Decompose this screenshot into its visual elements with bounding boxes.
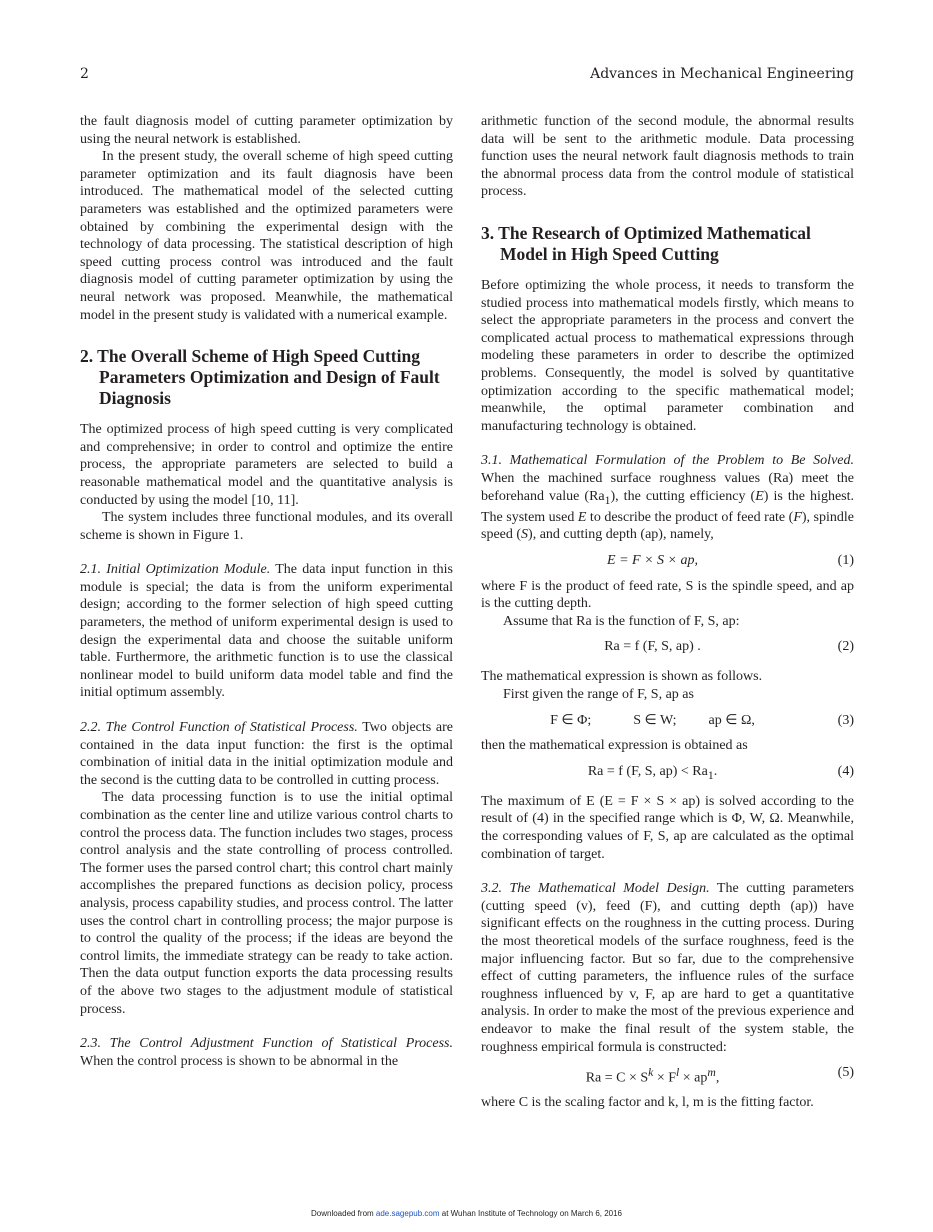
subsection-heading: 3.2. The Mathematical Model Design. xyxy=(481,881,710,897)
subsection-3-2 xyxy=(481,880,854,1056)
subsection-text: Two objects are contained in the data input function: the first is the optimal combination of initial data in the initial optimization module and the second is the cutting data to be controlled in cutting process. xyxy=(80,720,453,788)
equation-part: Ra = C × S xyxy=(585,1070,649,1086)
equation-part: × ap xyxy=(679,1070,708,1086)
paragraph: then the mathematical expression is obtained as xyxy=(481,738,748,754)
equation-part: S ∈ W; xyxy=(633,712,677,728)
paragraph: In the present study, the overall scheme of high speed cutting parameter optimization and its fault diagnosis have been introduced. The mathematical model of the selected cutting parameters was established and the optimized parameters were obtained by combining the experimental design with the technology of data processing. The statistical description of high speed cutting process control was introduced and the fault diagnosis model of cutting parameter optimization by using the neural network was proposed. Meanwhile, the mathematical model in the present study is validated with a numerical example. xyxy=(80,149,453,323)
paragraph: where C is the scaling factor and k, l, m is the fitting factor. xyxy=(481,1095,814,1111)
equation-3 xyxy=(481,712,854,730)
superscript: l xyxy=(676,1066,680,1080)
superscript: m xyxy=(707,1066,716,1080)
equation-body: Ra = f (F, S, ap) . xyxy=(604,639,701,655)
footer-prefix: Downloaded from xyxy=(310,1209,376,1218)
subsection-3-1: 3.1. Mathematical Formulation of the Problem to Be Solved. When the machined surface roughness values (Ra) meet the beforehand value $(Ra_1)$, the cutting efficiency (E) is the highest. The system used E to describe the product of feed rate (F), spindle speed (S), and cutting depth (ap), namely, xyxy=(481,453,855,543)
equation-number: (5) xyxy=(837,1065,854,1081)
paragraph: where F is the product of feed rate, S is the spindle speed, and ap is the cutting depth. xyxy=(481,578,854,612)
paragraph: The mathematical expression is shown as follows. xyxy=(481,669,763,685)
paragraph: First given the range of F, S, ap as xyxy=(503,687,694,703)
subsection-2-1 xyxy=(80,561,453,702)
subsection-text: When the machined surface roughness values (Ra) meet the beforehand value (Ra xyxy=(481,470,854,504)
equation-part: ap ∈ Ω, xyxy=(708,712,755,728)
left-column xyxy=(80,113,453,1070)
subsection-text: ) is the highest. The system used xyxy=(481,488,855,525)
subsection-text: The data input function in this module is special; the data is from the uniform experimental design; according to the former selection of high speed cutting parameters, the method of uniform experimental design is used to design the experimental data and choose the suitable uniform table. Furthermore, the arithmetic function is to use the classical nonlinear model to build uniform data model table and find the initial optimum assembly. xyxy=(80,562,453,701)
paragraph: The data processing function is to use the initial optimal combination as the center line and utilize various control charts to control the process data. The function includes two stages, process control analysis and the state controlling of process controlled. The former uses the parsed control chart; this control chart mainly accomplishes the prepared functions as decision policy, process analysis, process capability studies, and process control. The latter uses the control chart in controlling process; the major purpose is to control the quality of the process; if the ideas are beyond the control limits, the immediate strategy can be ready to take action. Then the data output function exports the data processing results of the above two stages to the adjustment module of statistical process. xyxy=(80,790,453,1017)
subsection-text: The cutting parameters (cutting speed (v), feed (F), and cutting depth (ap)) have significant effects on the roughness in the cutting process. During the most theoretical models of the surface roughness, feed is the major influencing factor. But so far, due to the comprehensive effect of cutting parameters, the influence rules of the surface roughness influenced by v, F, ap are hard to get a quantitative analysis. In order to make the most of the previous experience and endeavor to make the final result of the system stable, the roughness empirical formula is constructed: xyxy=(481,881,854,1055)
journal-title: Advances in Mechanical Engineering xyxy=(590,66,854,82)
subsection-text: to describe the product of feed rate ( xyxy=(586,509,794,525)
subsection-2-3 xyxy=(80,1035,453,1070)
equation-1 xyxy=(481,552,854,570)
equation-5 xyxy=(481,1064,854,1086)
section-heading-2: 2. The Overall Scheme of High Speed Cutting Parameters Optimization and Design of Fault Diagnosis xyxy=(80,346,440,409)
superscript: k xyxy=(648,1066,654,1080)
equation-2 xyxy=(481,638,854,660)
subscript: 1 xyxy=(707,768,714,782)
subsection-text: When the control process is shown to be abnormal in the xyxy=(80,1053,399,1069)
paragraph: Assume that Ra is the function of F, S, ap: xyxy=(503,613,740,629)
page-number: 2 xyxy=(80,66,89,82)
paragraph: the fault diagnosis model of cutting parameter optimization by using the neural network is established. xyxy=(80,114,453,147)
section-heading-3: 3. The Research of Optimized Mathematical Model in High Speed Cutting xyxy=(481,222,811,264)
equation-body: E = F × S × ap, xyxy=(607,553,698,569)
subsection-2-2 xyxy=(80,719,453,789)
subscript: 1 xyxy=(604,493,611,507)
paragraph: Before optimizing the whole process, it needs to transform the studied process into mathematical models firstly, which means to select the appropriate parameters in the process and convert the complicated actual process to mathematical expressions through modeling these parameters in order to describe the optimized problems. Consequently, the model is solved by quantitative optimization according to the specific mathematical model; meanwhile, the optimal parameter combination and manufacturing technology is obtained. xyxy=(481,277,854,434)
subsection-heading: 2.2. The Control Function of Statistical Process. xyxy=(80,720,358,736)
subsection-text: ), spindle speed ( xyxy=(481,509,854,543)
paragraph: The maximum of E (E = F × S × ap) is solved according to the result of (4) in the specified range which is Φ, W, Ω. Meanwhile, the corresponding values of F, S, ap are calculated as the optimal combination of target. xyxy=(481,793,854,862)
equation-number: (1) xyxy=(837,553,854,569)
equation-number: (4) xyxy=(837,763,854,779)
paragraph: The optimized process of high speed cutting is very complicated and comprehensive; in order to control and optimize the entire process, the appropriate parameters are selected to build a reasonable mathematical model and the quantitative analysis is conducted by using the model [10, 11]. xyxy=(80,422,453,508)
footer-link[interactable]: ade.sagepub.com xyxy=(375,1209,440,1218)
subsection-heading: 3.1. Mathematical Formulation of the Problem to Be Solved. xyxy=(481,453,854,469)
paragraph: The system includes three functional modules, and its overall scheme is shown in Figure 1. xyxy=(80,510,453,543)
equation-number: (3) xyxy=(837,712,854,728)
subsection-text: ), the cutting efficiency ( xyxy=(610,488,756,504)
paragraph: arithmetic function of the second module, the abnormal results data will be sent to the arithmetic module. Data processing function uses the neural network fault diagnosis methods to train the abnormal process data from the control module of statistical process. xyxy=(481,114,854,200)
equation-4 xyxy=(481,763,854,785)
equation-number: (2) xyxy=(837,639,854,655)
equation-part: , xyxy=(715,1070,720,1086)
subsection-heading: 2.1. Initial Optimization Module. xyxy=(80,562,271,578)
equation-part: × F xyxy=(653,1070,677,1086)
right-column xyxy=(481,113,854,1112)
equation-part: F ∈ Φ; xyxy=(550,712,592,728)
equation-body: Ra = f (F, S, ap) < Ra xyxy=(587,763,708,779)
download-footer xyxy=(0,1209,933,1218)
subsection-text: ), and cutting depth (ap), namely, xyxy=(528,527,714,543)
equation-end: . xyxy=(713,763,718,779)
subsection-heading: 2.3. The Control Adjustment Function of Statistical Process. xyxy=(80,1036,453,1052)
footer-suffix: at Wuhan Institute of Technology on March 6, 2016 xyxy=(439,1209,623,1218)
